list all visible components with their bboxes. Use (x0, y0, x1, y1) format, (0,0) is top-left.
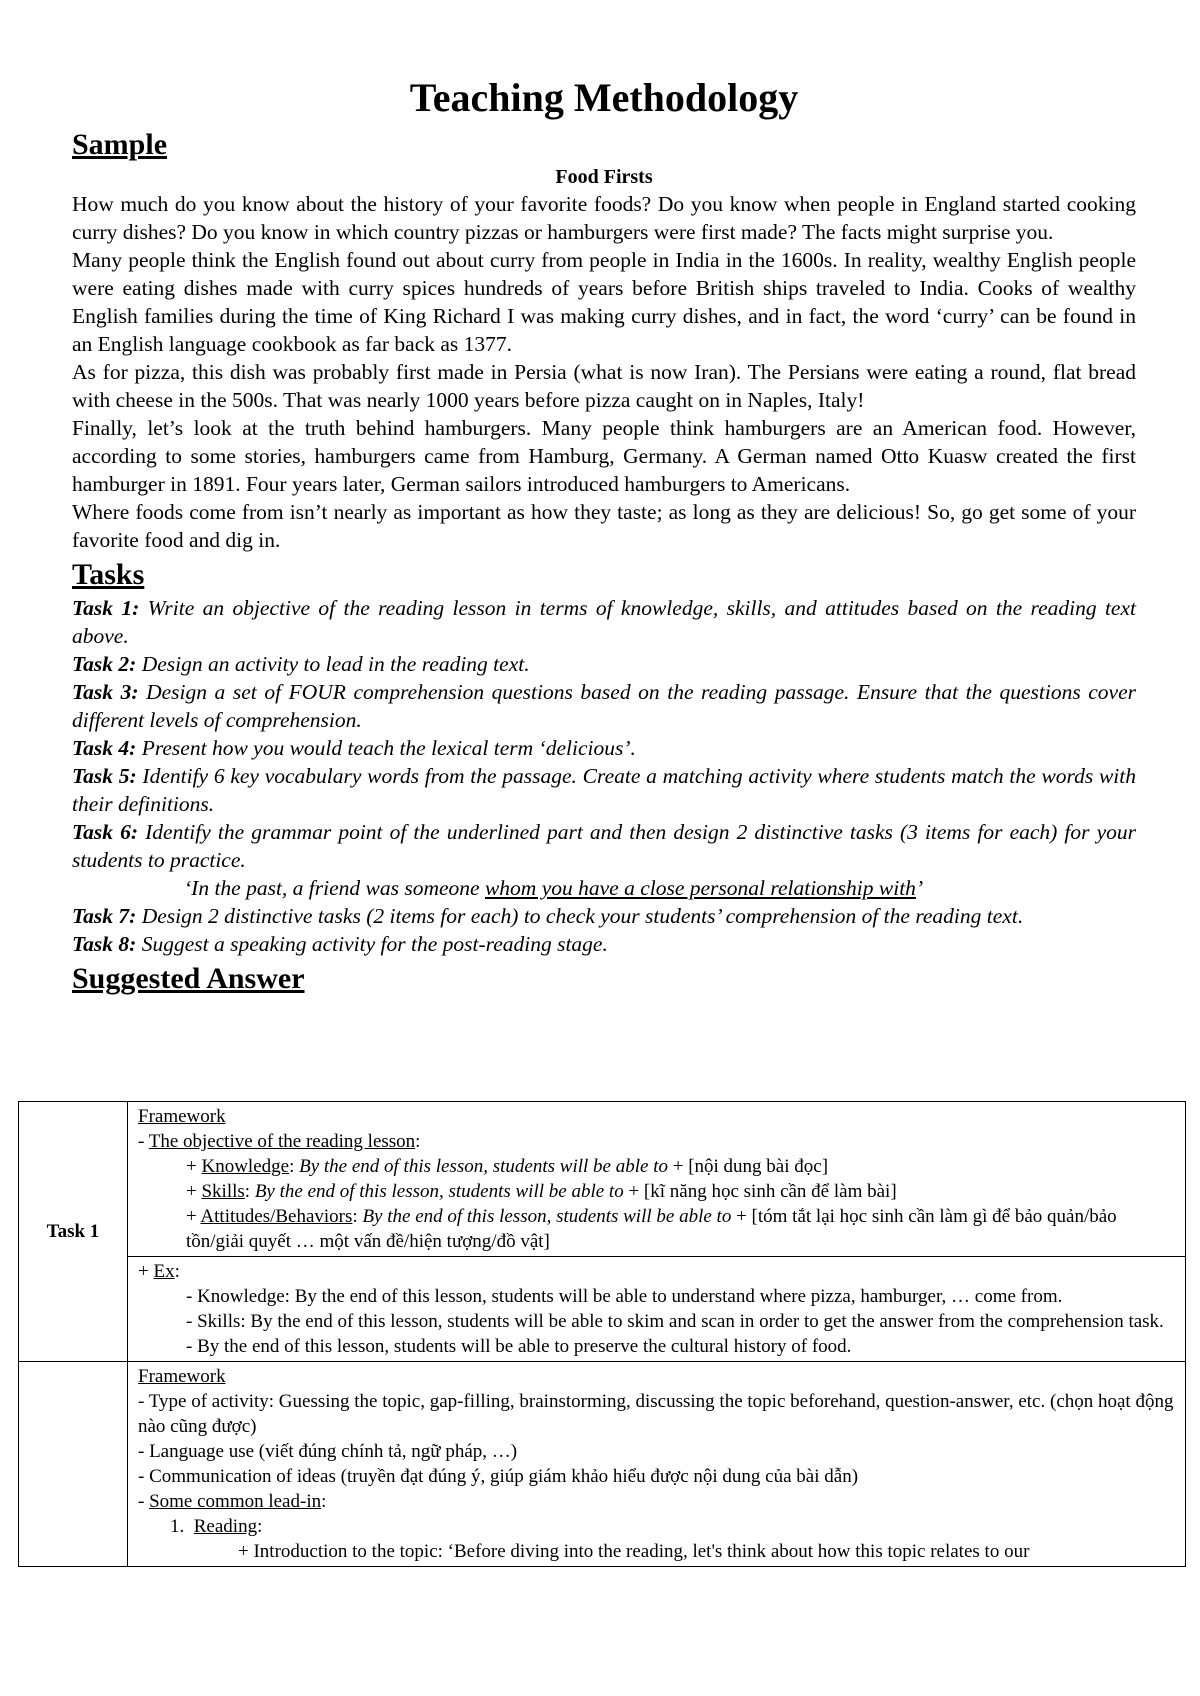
task-item (72, 594, 1136, 650)
task1-row-framework (19, 1102, 1186, 1257)
attitudes-line: + Attitudes/Behaviors: By the end of this lesson, students will be able to + [tóm tắt lại học sinh cần làm gì để bảo quản/bảo tồn/giải quyết … một vấn đề/hiện tượng/đồ vật] (186, 1206, 1117, 1252)
task-label: Task 8: (72, 932, 137, 956)
task-text: Identify the grammar point of the underlined part and then design 2 distinctive tasks (3 items for each) for your students to practice. (72, 820, 1136, 872)
reading-leadin-line: 1. Reading: (170, 1516, 263, 1537)
quote-underlined: whom you have a close personal relationship with (484, 876, 916, 900)
example-label: Ex (153, 1261, 175, 1282)
grammar-quote (72, 874, 1136, 902)
knowledge-rest: + [nội dung bài đọc] (667, 1156, 829, 1177)
task-text: Design 2 distinctive tasks (2 items for each) to check your students’ comprehension of the reading text. (136, 904, 1024, 928)
task-item (72, 650, 1136, 678)
example-heading-line: + Ex: (138, 1261, 180, 1282)
task-label: Task 1: (72, 596, 140, 620)
attitudes-rest: + [tóm tắt lại học sinh cần làm gì để bảo quản/bảo tồn/giải quyết … một vấn đề/hiện tượng/đồ vật] (186, 1206, 1117, 1252)
skills-italic: By the end of this lesson, students will be able to (254, 1181, 624, 1202)
type-of-activity: - Type of activity: Guessing the topic, gap-filling, brainstorming, discussing the topic beforehand, question-answer, etc. (chọn hoạt động nào cũng được) (138, 1391, 1174, 1437)
reading-paragraph: As for pizza, this dish was probably first made in Persia (what is now Iran). The Persians were eating a round, flat bread with cheese in the 500s. That was nearly 1000 years before pizza caught on in Naples, Italy! (72, 360, 1136, 412)
skills-rest: + [kĩ năng học sinh cần để làm bài] (623, 1181, 897, 1202)
attitudes-italic: By the end of this lesson, students will be able to (362, 1206, 732, 1227)
reading-paragraph: Many people think the English found out about curry from people in India in the 1600s. In reality, wealthy English people were eating dishes made with curry spices hundreds of years before British ships traveled to India. Cooks of wealthy English families during the time of King Richard I was making curry dishes, and in fact, the word ‘curry’ can be found in an English language cookbook as far back as 1377. (72, 248, 1136, 356)
task1-label: Task 1 (46, 1221, 100, 1242)
introduction-line: + Introduction to the topic: ‘Before diving into the reading, let's think about how this topic relates to our (238, 1541, 1030, 1562)
document-page (72, 70, 1136, 998)
reading-paragraph: How much do you know about the history of your favorite foods? Do you know when people in England started cooking curry dishes? Do you know in which country pizzas or hamburgers were first made? The facts might surprise you. (72, 192, 1136, 244)
answer-table (18, 1101, 1186, 1567)
task-text: Design an activity to lead in the reading text. (136, 652, 530, 676)
reading-number: 1. (170, 1516, 185, 1537)
communication-of-ideas: - Communication of ideas (truyền đạt đúng ý, giúp giám khảo hiểu được nội dung của bài dẫn) (138, 1466, 859, 1487)
task-text: Identify 6 key vocabulary words from the passage. Create a matching activity where students match the words with their definitions. (72, 764, 1137, 816)
knowledge-italic: By the end of this lesson, students will be able to (299, 1156, 668, 1177)
task-item (72, 678, 1136, 734)
task-item (72, 762, 1136, 818)
task-text: Present how you would teach the lexical term ‘delicious’. (136, 736, 636, 760)
task-label: Task 4: (72, 736, 137, 760)
language-use: - Language use (viết đúng chính tả, ngữ pháp, …) (138, 1441, 518, 1462)
task-item (72, 902, 1136, 930)
quote-pre: ‘In the past, a friend was someone (184, 876, 485, 900)
task-text: Design a set of FOUR comprehension questions based on the reading passage. Ensure that the questions cover different levels of comprehension. (72, 680, 1136, 732)
sample-heading: Sample (72, 128, 168, 161)
skills-line: + Skills: By the end of this lesson, students will be able to + [kĩ năng học sinh cần để làm bài] (186, 1181, 897, 1202)
example-attitude: - By the end of this lesson, students will be able to preserve the cultural history of food. (186, 1336, 852, 1357)
task-item (72, 734, 1136, 762)
task-label: Task 7: (72, 904, 137, 928)
task2-label-cell (19, 1362, 128, 1567)
task1-label-cell (19, 1102, 128, 1362)
task-label: Task 5: (72, 764, 137, 788)
reading-paragraph: Finally, let’s look at the truth behind hamburgers. Many people think hamburgers are an American food. However, according to some stories, hamburgers came from Hamburg, Germany. A German named Otto Kuasw created the first hamburger in 1891. Four years later, German sailors introduced hamburgers to Americans. (72, 416, 1136, 496)
knowledge-line: + Knowledge: By the end of this lesson, students will be able to + [nội dung bài đọc] (186, 1156, 829, 1177)
common-leadin: Some common lead-in (149, 1491, 322, 1512)
task2-row (19, 1362, 1186, 1567)
task1-example-cell (128, 1257, 1186, 1362)
example-knowledge: - Knowledge: By the end of this lesson, students will be able to understand where pizza, hamburger, … come from. (186, 1286, 1063, 1307)
reading-paragraph: Where foods come from isn’t nearly as important as how they taste; as long as they are delicious! So, go get some of your favorite food and dig in. (72, 500, 1136, 552)
task-label: Task 2: (72, 652, 137, 676)
example-skills: - Skills: By the end of this lesson, students will be able to skim and scan in order to get the answer from the comprehension task. (186, 1311, 1164, 1332)
task-text: Write an objective of the reading lesson in terms of knowledge, skills, and attitudes based on the reading text above. (72, 596, 1136, 648)
task1-row-example (19, 1257, 1186, 1362)
reading-title: Food Firsts (555, 166, 653, 188)
task-text: Suggest a speaking activity for the post-reading stage. (136, 932, 608, 956)
task2-framework-cell (128, 1362, 1186, 1567)
task-item (72, 930, 1136, 958)
knowledge-label: Knowledge (201, 1156, 290, 1177)
common-leadin-line: - Some common lead-in: (138, 1491, 327, 1512)
quote-post: ’ (915, 876, 924, 900)
framework-heading: Framework (138, 1106, 226, 1127)
task-label: Task 6: (72, 820, 139, 844)
task-item (72, 818, 1136, 874)
task-label: Task 3: (72, 680, 139, 704)
suggested-answer-heading: Suggested Answer (72, 962, 305, 995)
attitudes-label: Attitudes/Behaviors (200, 1206, 353, 1227)
reading-label: Reading (193, 1516, 258, 1537)
objective-line: - The objective of the reading lesson: (138, 1131, 421, 1152)
skills-label: Skills (201, 1181, 245, 1202)
framework-heading: Framework (138, 1366, 226, 1387)
objective-heading: The objective of the reading lesson (148, 1131, 416, 1152)
tasks-heading: Tasks (72, 558, 145, 591)
task1-framework-cell (128, 1102, 1186, 1257)
page-title: Teaching Methodology (409, 75, 799, 120)
